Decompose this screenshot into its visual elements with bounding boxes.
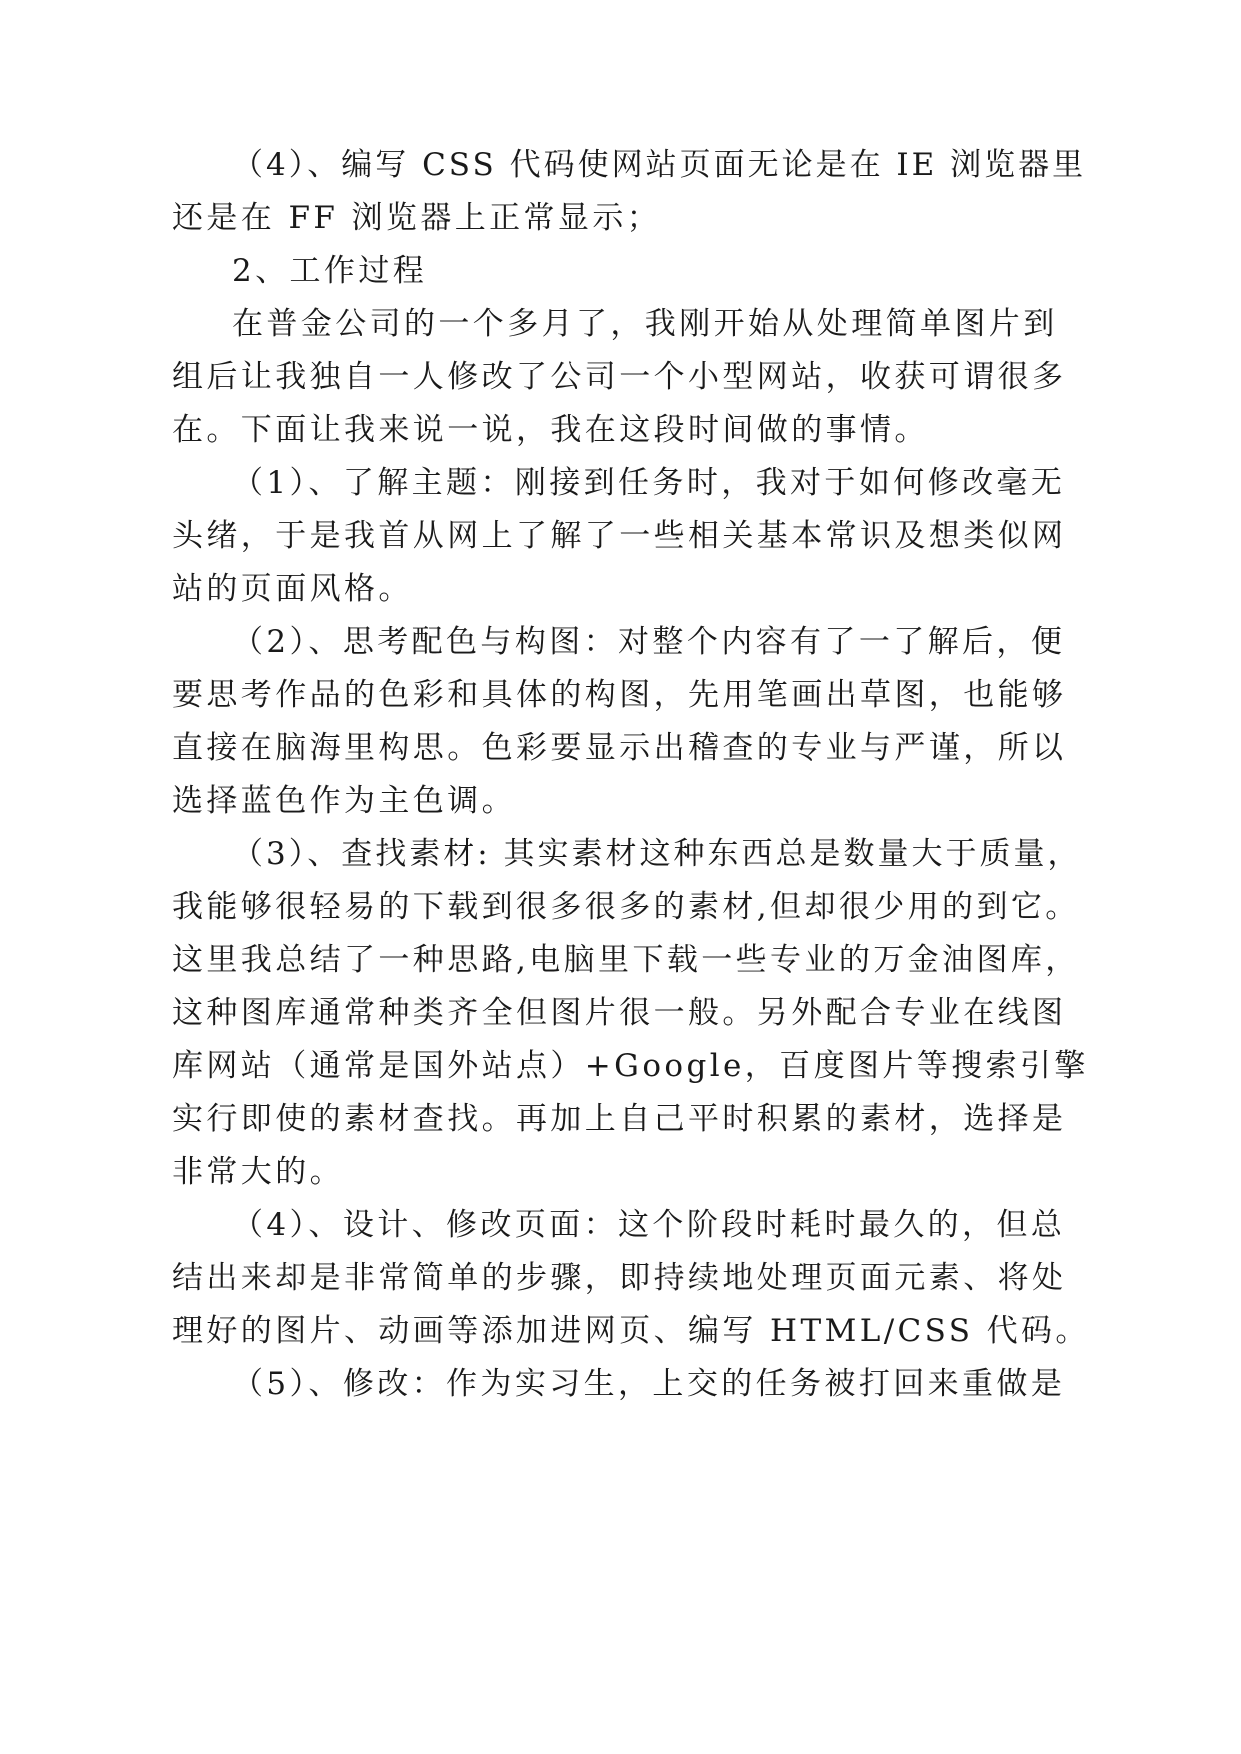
section-heading-work-process [0, 241, 1241, 301]
text-line: （1）、了解主题：刚接到任务时，我对于如何修改毫无 [232, 465, 1066, 501]
paragraph-6-line-5 [0, 1036, 1241, 1096]
text-line: 这里我总结了一种思路,电脑里下载一些专业的万金油图库， [172, 942, 1080, 978]
paragraph-5-line-4 [0, 771, 1241, 831]
text-line: （2）、思考配色与构图：对整个内容有了一了解后，便 [232, 624, 1066, 660]
text-line: 要思考作品的色彩和具体的构图，先用笔画出草图，也能够 [172, 677, 1067, 713]
paragraph-6-line-7 [0, 1142, 1241, 1202]
text-line: 直接在脑海里构思。色彩要显示出稽查的专业与严谨，所以 [172, 730, 1067, 766]
paragraph-6-line-1 [0, 824, 1241, 884]
text-line: 组后让我独自一人修改了公司一个小型网站，收获可谓很多 [172, 359, 1067, 395]
text-line: 非常大的。 [172, 1154, 344, 1190]
paragraph-5-line-1 [0, 612, 1241, 672]
paragraph-3-line-3 [0, 400, 1241, 460]
text-line: 还是在 FF 浏览器上正常显示； [172, 200, 662, 236]
text-line: （4）、设计、修改页面：这个阶段时耗时最久的，但总 [232, 1207, 1066, 1243]
paragraph-4-line-2 [0, 506, 1241, 566]
paragraph-6-line-6 [0, 1089, 1241, 1149]
text-line: （5）、修改：作为实习生，上交的任务被打回来重做是 [232, 1366, 1066, 1402]
paragraph-1-line-1 [0, 135, 1241, 195]
text-line: 实行即使的素材查找。再加上自己平时积累的素材，选择是 [172, 1101, 1067, 1137]
paragraph-7-line-1 [0, 1195, 1241, 1255]
text-line: 理好的图片、动画等添加进网页、编写 HTML/CSS 代码。 [172, 1313, 1090, 1349]
paragraph-3-line-2 [0, 347, 1241, 407]
paragraph-8-line-1 [0, 1354, 1241, 1414]
paragraph-3-line-1 [0, 294, 1241, 354]
text-line: 选择蓝色作为主色调。 [172, 783, 516, 819]
text-line: 在。下面让我来说一说，我在这段时间做的事情。 [172, 412, 929, 448]
paragraph-6-line-3 [0, 930, 1241, 990]
paragraph-6-line-2 [0, 877, 1241, 937]
text-line: 这种图库通常种类齐全但图片很一般。另外配合专业在线图 [172, 995, 1067, 1031]
text-line: （4）、编写 CSS 代码使网站页面无论是在 IE 浏览器里 [232, 147, 1087, 183]
text-line: （3）、查找素材: 其实素材这种东西总是数量大于质量， [232, 836, 1082, 872]
paragraph-1-line-2 [0, 188, 1241, 248]
text-line: 站的页面风格。 [172, 571, 413, 607]
paragraph-4-line-3 [0, 559, 1241, 619]
paragraph-7-line-2 [0, 1248, 1241, 1308]
text-line: 我能够很轻易的下载到很多很多的素材,但却很少用的到它。 [172, 889, 1080, 925]
paragraph-4-line-1 [0, 453, 1241, 513]
paragraph-7-line-3 [0, 1301, 1241, 1361]
text-line: 在普金公司的一个多月了，我刚开始从处理简单图片到 [232, 306, 1058, 342]
text-line: 结出来却是非常简单的步骤，即持续地处理页面元素、将处 [172, 1260, 1067, 1296]
text-line: 头绪，于是我首从网上了解了一些相关基本常识及想类似网 [172, 518, 1067, 554]
text-line: 库网站（通常是国外站点）+Google，百度图片等搜索引擎 [172, 1048, 1089, 1084]
section-heading-text: 2、工作过程 [232, 253, 428, 289]
paragraph-5-line-2 [0, 665, 1241, 725]
paragraph-6-line-4 [0, 983, 1241, 1043]
paragraph-5-line-3 [0, 718, 1241, 778]
